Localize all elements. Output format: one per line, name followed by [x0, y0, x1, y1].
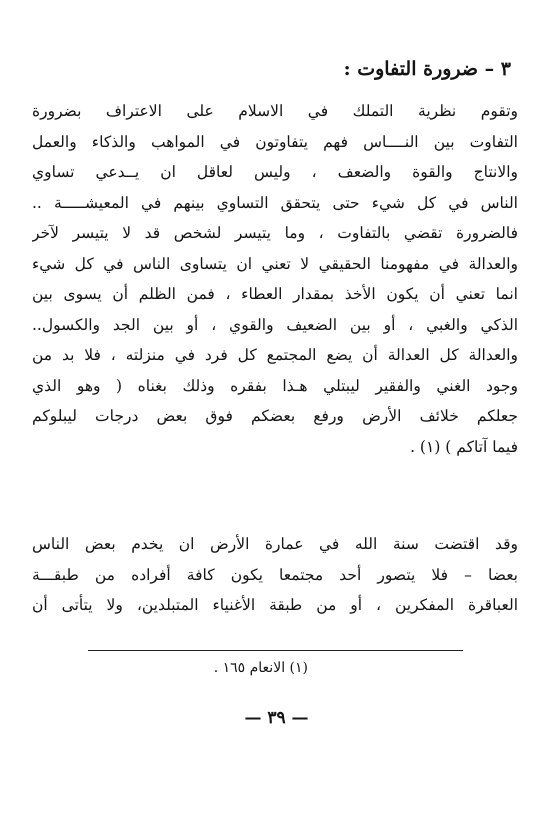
- text-line: العباقرة المفكرين ، أو من طبقة الأغنياء المتبلدين، ولا يتأتى أن: [32, 596, 518, 614]
- text-line: الذكي والغبي ، أو بين الضعيف والقوي ، أو بين الجد والكسول..: [32, 315, 518, 334]
- text-line: والعدالة كل العدالة أن يضع المجتمع كل فرد في منزلته ، فلا بد من: [32, 346, 518, 364]
- text-line: والانتاج والقوة والضعف ، وليس لعاقل ان يــدعي تساوي: [32, 163, 518, 181]
- paragraph-1: [32, 96, 518, 462]
- paragraph-2: [32, 529, 518, 621]
- text-line: الناس في كل شيء حتى يتحقق التساوي بينهم في المعيشـــــة ..: [32, 193, 518, 212]
- text-line: وقد اقتضت سنة الله في عمارة الأرض ان يخدم بعض الناس: [32, 535, 518, 553]
- footnote-divider: [88, 650, 463, 651]
- text-line: جعلكم خلائف الأرض ورفع بعضكم فوق بعض درجات ليبلوكم: [32, 407, 518, 425]
- footnote: (١) الانعام ١٦٥ .: [213, 660, 308, 676]
- text-line: انما تعني أن يكون الأخذ بمقدار العطاء ، فمن الظلم أن يسوى بين: [32, 285, 518, 303]
- text-line: والعدالة في مفهومنا الحقيقي لا تعني ان يتساوى الناس في كل شيء: [32, 254, 518, 273]
- text-line: وتقوم نظرية التملك في الاسلام على الاعتراف بضرورة: [32, 102, 518, 120]
- section-heading: ٣ – ضرورة التفاوت :: [343, 58, 511, 80]
- text-line: فالضرورة تقضي بالتفاوت ، وما يتيسر لشخص قد لا يتيسر لآخر: [32, 224, 518, 242]
- text-line: بعضا – فلا يتصور أحد مجتمعا يكون كافة أفراده من طبقـــة: [32, 565, 518, 584]
- text-line: فيما آتاكم ) (١) .: [410, 437, 518, 456]
- text-line: التفاوت بين النــــاس فهم يتفاوتون في المواهب والذكاء والعمل: [32, 132, 518, 151]
- page-number: — ٣٩ —: [244, 708, 309, 728]
- text-line: وجود الغني والفقير ليبتلي هـذا بفقره وذلك بغناه ( وهو الذي: [32, 376, 518, 395]
